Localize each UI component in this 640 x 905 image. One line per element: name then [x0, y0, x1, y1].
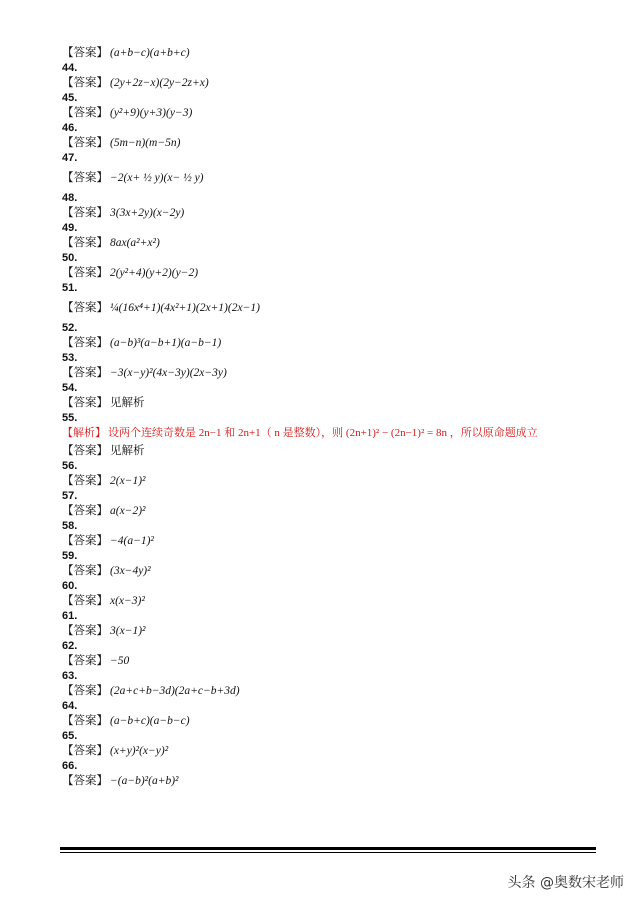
answer-line: 【答案】 2(y²+4)(y+2)(y−2) — [62, 267, 199, 279]
question-number: 54. — [62, 382, 78, 394]
watermark: 头条 @奥数宋老师 — [507, 875, 624, 891]
footer-rule-thin — [60, 852, 596, 853]
answer-line: 【答案】 −(a−b)²(a+b)² — [62, 775, 179, 787]
question-number: 53. — [62, 352, 78, 364]
answer-line: 【答案】 (2y+2z−x)(2y−2z+x) — [62, 77, 209, 89]
question-number: 46. — [62, 122, 78, 134]
question-number: 58. — [62, 520, 78, 532]
answer-line: 【答案】 2(x−1)² — [62, 475, 146, 487]
answer-line: 【答案】 (2a+c+b−3d)(2a+c−b+3d) — [62, 685, 240, 697]
question-number: 48. — [62, 192, 78, 204]
answer-line: 【答案】 (3x−4y)² — [62, 565, 151, 577]
question-number: 47. — [62, 152, 78, 164]
answer-line: 【答案】 −3(x−y)²(4x−3y)(2x−3y) — [62, 367, 227, 379]
question-number: 52. — [62, 322, 78, 334]
answer-line: 【答案】 −4(a−1)² — [62, 535, 154, 547]
question-number: 56. — [62, 460, 78, 472]
answer-line: 【答案】 a(x−2)² — [62, 505, 146, 517]
question-number: 49. — [62, 222, 78, 234]
answer-line: 【答案】 见解析 — [62, 397, 145, 409]
question-number: 45. — [62, 92, 78, 104]
question-number: 63. — [62, 670, 78, 682]
question-number: 55. — [62, 412, 78, 424]
answer-line: 【答案】 见解析 — [62, 445, 145, 457]
answer-line: 【答案】 (a+b−c)(a+b+c) — [62, 47, 190, 59]
footer-rule-thick — [60, 847, 596, 850]
question-number: 51. — [62, 282, 78, 294]
question-number: 62. — [62, 640, 78, 652]
answer-line: 【答案】 (a−b)³(a−b+1)(a−b−1) — [62, 337, 222, 349]
answer-line: 【答案】 ¼(16x⁴+1)(4x²+1)(2x+1)(2x−1) — [62, 302, 260, 314]
question-number: 59. — [62, 550, 78, 562]
question-number: 60. — [62, 580, 78, 592]
answer-line: 【答案】 x(x−3)² — [62, 595, 145, 607]
question-number: 57. — [62, 490, 78, 502]
question-number: 61. — [62, 610, 78, 622]
question-number: 64. — [62, 700, 78, 712]
answer-line: 【答案】 (x+y)²(x−y)² — [62, 745, 169, 757]
answer-line: 【答案】 3(3x+2y)(x−2y) — [62, 207, 185, 219]
answer-line: 【答案】 (5m−n)(m−5n) — [62, 137, 181, 149]
answer-line: 【答案】 −50 — [62, 655, 130, 667]
answer-line: 【答案】 −2(x+ ½ y)(x− ½ y) — [62, 172, 204, 184]
answer-line: 【答案】 3(x−1)² — [62, 625, 146, 637]
question-number: 44. — [62, 62, 78, 74]
answer-line: 【答案】 (y²+9)(y+3)(y−3) — [62, 107, 193, 119]
answer-line: 【答案】 (a−b+c)(a−b−c) — [62, 715, 190, 727]
answer-list — [62, 44, 602, 790]
answer-line: 【答案】 8ax(a²+x²) — [62, 237, 160, 249]
explanation-line: 【解析】 设两个连续奇数是 2n−1 和 2n+1（ n 是整数），则 (2n+1)² − (2n−1)² = 8n ，所以原命题成立 — [62, 427, 538, 439]
question-number: 50. — [62, 252, 78, 264]
question-number: 65. — [62, 730, 78, 742]
question-number: 66. — [62, 760, 78, 772]
